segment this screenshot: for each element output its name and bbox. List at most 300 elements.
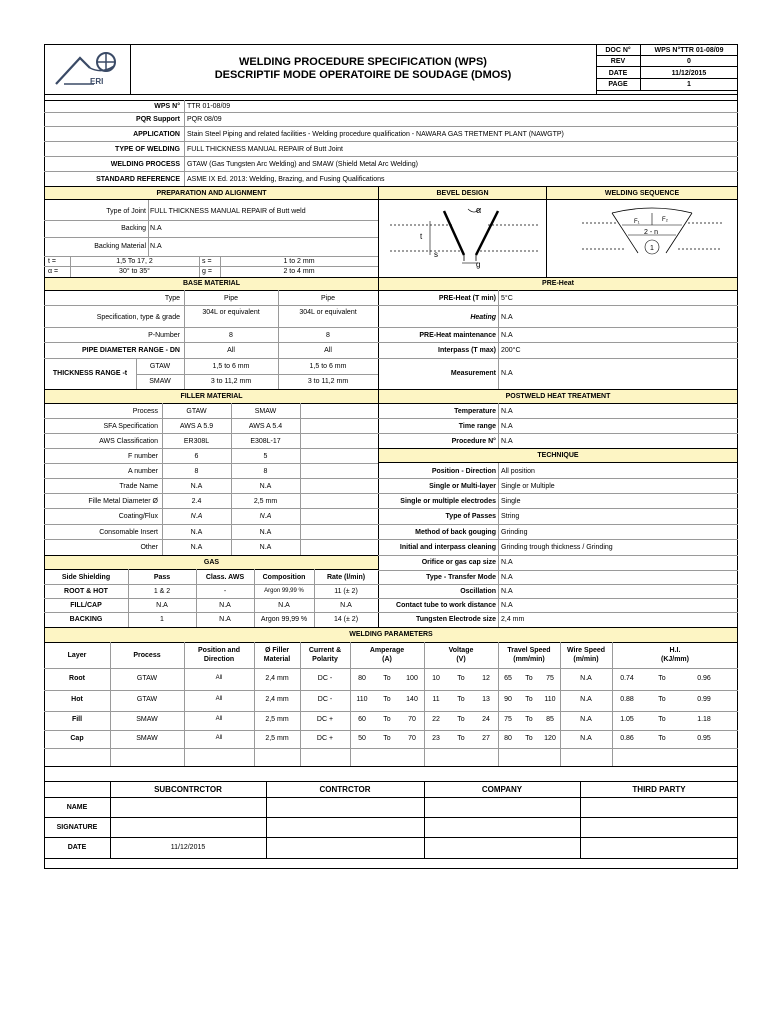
divider — [596, 90, 738, 91]
tech-cleaning-value: Grinding trough thickness / Grinding — [501, 544, 613, 551]
rev-value: 0 — [687, 58, 691, 65]
application-label: APPLICATION — [133, 131, 180, 138]
base-type-label: Type — [164, 295, 180, 302]
param-current: DC - — [317, 675, 333, 682]
gas-cell: Argon 99,99 % — [260, 616, 308, 623]
measurement-value: N.A — [501, 370, 513, 377]
divider — [44, 690, 738, 691]
gas-cell: N.A — [219, 616, 231, 623]
tech-electrode-value: Single — [501, 498, 521, 505]
preheat-tmin-label: PRE-Heat (T min) — [438, 295, 496, 302]
param-to-label: To — [525, 675, 533, 682]
sig-header-company: COMPANY — [481, 785, 523, 794]
gas-cell: FILL/CAP — [70, 602, 102, 609]
pqr-label: PQR Support — [136, 116, 180, 123]
filler-fnumber-2: 5 — [263, 453, 268, 460]
filler-coating-2: N.A — [259, 513, 272, 520]
svg-text:2 - n: 2 - n — [644, 229, 659, 236]
param-process: GTAW — [136, 675, 158, 682]
base-diameter-1: All — [227, 347, 235, 354]
divider — [44, 126, 738, 127]
filler-aws-2: E308L-17 — [250, 438, 281, 445]
tech-oscillation-label: Oscillation — [460, 588, 496, 595]
base-type-2: Pipe — [320, 295, 335, 302]
filler-anumber-label: A number — [128, 468, 158, 475]
gas-section-title: GAS — [203, 559, 220, 566]
filler-insert-2: N.A — [259, 529, 272, 536]
filler-insert-label: Consomable Insert — [99, 529, 158, 536]
param-to-label: To — [525, 696, 533, 703]
filler-coating-1: N.A — [190, 513, 203, 520]
param-wire: N.A — [580, 735, 592, 742]
param-ts-min: 80 — [504, 735, 512, 742]
base-pnumber-label: P-Number — [148, 332, 180, 339]
param-position: All — [215, 675, 223, 681]
param-process: GTAW — [136, 696, 158, 703]
tech-passes-label: Type of Passes — [445, 513, 496, 520]
divider — [498, 403, 499, 627]
param-to-label: To — [658, 696, 666, 703]
wps-label: WPS N° — [154, 103, 180, 110]
divider — [44, 766, 738, 767]
param-hi-min: 0.88 — [620, 696, 634, 703]
param-position: All — [215, 735, 223, 741]
param-ts-min: 90 — [504, 696, 512, 703]
divider — [44, 598, 378, 599]
pwht-time-value: N.A — [501, 423, 513, 430]
tech-oscillation-value: N.A — [501, 588, 513, 595]
welding-process-value: GTAW (Gas Tungsten Arc Welding) and SMAW (Shield Metal Arc Welding) — [187, 161, 418, 168]
divider — [136, 374, 378, 375]
gas-cell: 1 & 2 — [153, 588, 171, 595]
divider — [44, 100, 738, 101]
page-label: PAGE — [608, 81, 628, 88]
base-pnumber-1: 8 — [229, 332, 233, 339]
divider — [378, 524, 738, 525]
param-layer: Hot — [71, 696, 83, 703]
param-to-label: To — [457, 716, 465, 723]
param-to-label: To — [525, 735, 533, 742]
divider — [378, 555, 738, 556]
params-header-filler: Ø Filler Material — [263, 647, 291, 663]
divider — [44, 220, 378, 221]
welding-sequence-drawing — [576, 203, 726, 273]
param-amp-max: 100 — [406, 675, 418, 682]
pwht-procedure-label: Procedure N° — [451, 438, 496, 445]
filler-fnumber-1: 6 — [194, 453, 199, 460]
param-amp-min: 50 — [358, 735, 366, 742]
filler-anumber-2: 8 — [263, 468, 268, 475]
param-volt-max: 13 — [482, 696, 490, 703]
standard-reference-label: STANDARD REFERENCE — [96, 176, 180, 183]
filler-trade-1: N.A — [190, 483, 203, 490]
filler-section-title: FILLER MATERIAL — [180, 393, 243, 400]
alpha-value: 30° to 35° — [119, 268, 150, 275]
param-amp-min: 110 — [356, 696, 368, 703]
param-position: All — [215, 696, 223, 702]
divider — [44, 141, 738, 142]
param-volt-min: 10 — [432, 675, 440, 682]
divider — [378, 342, 738, 343]
gas-cell: 1 — [160, 616, 164, 623]
base-type-1: Pipe — [223, 295, 238, 302]
filler-diameter-label: Fille Metal Diameter Ø — [88, 498, 158, 505]
bevel-design-drawing — [386, 203, 542, 273]
filler-trade-2: N.A — [259, 483, 272, 490]
param-process: SMAW — [136, 716, 158, 723]
param-layer: Root — [69, 675, 85, 682]
svg-text:t: t — [420, 232, 423, 241]
filler-fnumber-label: F number — [128, 453, 158, 460]
divider — [44, 711, 738, 712]
param-filler: 2,4 mm — [265, 675, 289, 682]
filler-aws-label: AWS Classification — [99, 438, 158, 445]
divider — [44, 642, 738, 643]
divider — [184, 100, 185, 186]
param-to-label: To — [383, 675, 391, 682]
base-thickness-label: THICKNESS RANGE -t — [52, 370, 128, 377]
bevel-section-title: BEVEL DESIGN — [436, 190, 489, 197]
tech-orifice-label: Orifice or gas cap size — [421, 559, 496, 566]
filler-process-label: Process — [132, 408, 158, 415]
param-volt-min: 22 — [432, 716, 440, 723]
divider — [378, 584, 738, 585]
tech-transfer-value: N.A — [501, 574, 513, 581]
divider — [44, 305, 378, 306]
filler-process-2: SMAW — [254, 408, 277, 415]
param-to-label: To — [658, 716, 666, 723]
gas-cell: - — [223, 588, 227, 595]
divider — [199, 256, 200, 277]
gas-cell: N.A — [156, 602, 168, 609]
divider — [378, 539, 738, 540]
title-line-1: WELDING PROCEDURE SPECIFICATION (WPS) — [239, 56, 487, 68]
param-ts-max: 75 — [546, 675, 554, 682]
tech-tungsten-value: 2,4 mm — [501, 616, 525, 623]
filler-other-2: N.A — [259, 544, 272, 551]
filler-diameter-1: 2.4 — [191, 498, 202, 505]
standard-reference-value: ASME IX Ed. 2013: Welding, Brazing, and Fusing Qualifications — [187, 176, 385, 183]
param-to-label: To — [383, 716, 391, 723]
sequence-section-title: WELDING SEQUENCE — [604, 190, 680, 197]
t-label: t = — [48, 258, 56, 265]
param-volt-max: 27 — [482, 735, 490, 742]
sig-signature-label: SIGNATURE — [56, 824, 98, 831]
divider — [378, 478, 738, 479]
param-current: DC + — [316, 716, 334, 723]
gas-cell: ROOT & HOT — [64, 588, 108, 595]
params-header-amperage: Amperage (A) — [369, 647, 405, 663]
filler-sfa-1: AWS A 5.9 — [179, 423, 214, 430]
tech-gouging-value: Grinding — [501, 529, 528, 536]
joint-label: Type of Joint — [106, 208, 146, 215]
gas-cell: 11 (± 2) — [334, 588, 358, 595]
pwht-temp-label: Temperature — [454, 408, 496, 415]
base-spec-2: 304L or equivalent — [299, 309, 357, 316]
base-gtaw-1: 1,5 to 6 mm — [212, 363, 250, 370]
gas-cell: BACKING — [69, 616, 103, 623]
divider — [44, 730, 738, 731]
tech-layer-label: Single or Multi-layer — [429, 483, 496, 490]
param-layer: Cap — [70, 735, 84, 742]
filler-other-1: N.A — [190, 544, 203, 551]
params-header-travel-speed: Travel Speed (mm/min) — [507, 647, 551, 663]
technique-section-title: TECHNIQUE — [537, 452, 579, 459]
param-hi-min: 0.86 — [620, 735, 634, 742]
base-spec-label: Specification, type & grade — [96, 314, 180, 321]
param-wire: N.A — [580, 675, 592, 682]
sig-header-subcontractor: SUBCONTRCTOR — [154, 785, 222, 794]
base-gtaw-label: GTAW — [149, 363, 171, 370]
divider — [44, 584, 378, 585]
wps-value: TTR 01-08/09 — [187, 103, 231, 110]
divider — [44, 327, 378, 328]
divider — [110, 642, 111, 766]
sig-date-label: DATE — [67, 844, 87, 851]
gas-header-composition: Composition — [262, 574, 306, 581]
tech-gouging-label: Method of back gouging — [415, 529, 496, 536]
doc-value: WPS N°TTR 01-08/09 — [654, 47, 724, 54]
tech-contact-value: N.A — [501, 602, 513, 609]
preheat-heating-label: Heating — [470, 314, 496, 321]
divider — [44, 668, 738, 669]
divider — [378, 327, 738, 328]
type-of-welding-label: TYPE OF WELDING — [115, 146, 180, 153]
param-hi-max: 1.18 — [697, 716, 711, 723]
param-volt-max: 24 — [482, 716, 490, 723]
interpass-label: Interpass (T max) — [438, 347, 496, 354]
divider — [44, 237, 378, 238]
svg-text:α: α — [476, 205, 482, 215]
prep-section-title: PREPARATION AND ALIGNMENT — [156, 190, 267, 197]
backing-material-value: N.A — [150, 243, 162, 250]
application-value: Stain Steel Piping and related facilities - Welding procedure qualification - NAWARA GAS TRETMENT PLANT (NAWGTP) — [187, 131, 564, 138]
param-amp-max: 70 — [408, 735, 416, 742]
preheat-tmin-value: 5°C — [501, 295, 513, 302]
divider — [44, 171, 738, 172]
divider — [44, 290, 738, 291]
tech-position-value: All position — [501, 468, 535, 475]
divider — [44, 524, 378, 525]
joint-value: FULL THICKNESS MANUAL REPAIR of Butt weld — [150, 208, 306, 215]
param-to-label: To — [525, 716, 533, 723]
divider — [44, 748, 738, 749]
sig-header-third-party: THIRD PARTY — [632, 785, 686, 794]
date-value: 11/12/2015 — [671, 70, 707, 77]
tech-layer-value: Single or Multiple — [501, 483, 555, 490]
tech-tungsten-label: Tungsten Electrode size — [416, 616, 496, 623]
param-hi-max: 0.96 — [697, 675, 711, 682]
divider — [44, 539, 378, 540]
param-ts-min: 65 — [504, 675, 512, 682]
gas-cell: N.A — [219, 602, 231, 609]
param-volt-min: 11 — [432, 696, 440, 703]
divider — [300, 403, 301, 555]
gas-header-class: Class. AWS — [205, 574, 245, 581]
divider — [44, 448, 378, 449]
divider — [44, 508, 378, 509]
welding-process-label: WELDING PROCESS — [110, 161, 180, 168]
gas-header-pass: Pass — [153, 574, 171, 581]
param-ts-max: 120 — [544, 735, 556, 742]
filler-diameter-2: 2,5 mm — [253, 498, 278, 505]
preheat-maintenance-label: PRE-Heat maintenance — [419, 332, 496, 339]
param-amp-max: 70 — [408, 716, 416, 723]
gas-cell: Argon 99,99 % — [264, 588, 304, 594]
gas-header-rate: Rate (l/min) — [326, 574, 366, 581]
tech-orifice-value: N.A — [501, 559, 513, 566]
svg-text:F₁: F₁ — [634, 219, 640, 225]
param-filler: 2,5 mm — [265, 716, 289, 723]
preheat-section-title: PRE-Heat — [542, 280, 574, 287]
gas-cell: 14 (± 2) — [333, 616, 359, 623]
param-to-label: To — [658, 675, 666, 682]
divider — [44, 797, 738, 798]
divider — [44, 493, 378, 494]
param-process: SMAW — [136, 735, 158, 742]
divider — [378, 612, 738, 613]
divider — [44, 342, 378, 343]
base-pnumber-2: 8 — [326, 332, 330, 339]
divider — [378, 570, 738, 571]
param-wire: N.A — [580, 696, 592, 703]
param-position: All — [215, 716, 223, 722]
divider — [44, 418, 378, 419]
filler-insert-1: N.A — [190, 529, 203, 536]
sig-name-label: NAME — [66, 804, 88, 811]
divider — [378, 598, 738, 599]
divider — [378, 358, 738, 359]
pqr-value: PQR 08/09 — [187, 116, 222, 123]
gas-cell: N.A — [278, 602, 290, 609]
divider — [596, 66, 738, 67]
tech-electrode-label: Single or multiple electrodes — [400, 498, 496, 505]
g-label: g = — [202, 268, 212, 275]
svg-text:F₂: F₂ — [662, 217, 668, 223]
backing-material-label: Backing Material — [94, 243, 146, 250]
interpass-value: 200°C — [501, 347, 521, 354]
param-hi-max: 0.95 — [697, 735, 711, 742]
param-filler: 2,5 mm — [265, 735, 289, 742]
params-section-title: WELDING PARAMETERS — [349, 631, 433, 638]
filler-trade-label: Trade Name — [119, 483, 158, 490]
tech-cleaning-label: Initial and interpass cleaning — [399, 544, 496, 551]
param-current: DC - — [317, 696, 333, 703]
filler-sfa-label: SFA Specification — [103, 423, 158, 430]
divider — [44, 112, 738, 113]
page-value: 1 — [687, 81, 691, 88]
param-volt-min: 23 — [432, 735, 440, 742]
params-header-process: Process — [133, 652, 161, 659]
preheat-heating-value: N.A — [501, 314, 513, 321]
param-amp-min: 60 — [358, 716, 366, 723]
divider — [596, 78, 738, 79]
svg-text:g: g — [476, 260, 481, 269]
filler-aws-1: ER308L — [183, 438, 210, 445]
params-header-current: Current & Polarity — [308, 647, 342, 663]
s-value: 1 to 2 mm — [283, 258, 315, 265]
param-to-label: To — [383, 696, 391, 703]
param-amp-max: 140 — [406, 696, 418, 703]
base-smaw-1: 3 to 11,2 mm — [210, 378, 252, 385]
params-header-voltage: Voltage (V) — [448, 647, 474, 663]
filler-process-1: GTAW — [186, 408, 207, 415]
pwht-time-label: Time range — [458, 423, 496, 430]
gas-header-shielding: Side Shielding — [61, 574, 111, 581]
base-diameter-label: PIPE DIAMETER RANGE - DN — [81, 347, 180, 354]
filler-other-label: Other — [140, 544, 158, 551]
divider — [44, 478, 378, 479]
base-section-title: BASE MATERIAL — [182, 280, 241, 287]
divider — [378, 508, 738, 509]
svg-text:1: 1 — [650, 245, 654, 252]
params-header-heat-input: H.I. (KJ/mm) — [660, 647, 689, 663]
divider — [378, 418, 738, 419]
divider — [44, 156, 738, 157]
divider — [596, 55, 738, 56]
type-of-welding-value: FULL THICKNESS MANUAL REPAIR of Butt Joint — [187, 146, 343, 153]
param-to-label: To — [658, 735, 666, 742]
sig-date-value: 11/12/2015 — [170, 844, 206, 851]
param-wire: N.A — [580, 716, 592, 723]
param-to-label: To — [383, 735, 391, 742]
param-current: DC + — [316, 735, 334, 742]
base-spec-1: 304L or equivalent — [202, 309, 260, 316]
t-value: 1,5 To 17, 2 — [116, 258, 153, 265]
divider — [44, 403, 738, 404]
divider — [148, 200, 149, 256]
logo-text: ERI — [90, 77, 104, 86]
divider — [44, 94, 738, 95]
param-ts-min: 75 — [504, 716, 512, 723]
sig-header-contractor: CONTRCTOR — [319, 785, 371, 794]
base-smaw-2: 3 to 11,2 mm — [307, 378, 349, 385]
param-to-label: To — [457, 696, 465, 703]
gas-cell: N.A — [340, 602, 352, 609]
alpha-label: α = — [48, 268, 59, 275]
g-value: 2 to 4 mm — [283, 268, 315, 275]
filler-sfa-2: AWS A 5.4 — [248, 423, 283, 430]
tech-position-label: Position - Direction — [431, 468, 496, 475]
title-line-2: DESCRIPTIF MODE OPERATOIRE DE SOUDAGE (DMOS) — [214, 69, 512, 81]
params-header-wire-speed: Wire Speed (m/min) — [566, 647, 606, 663]
filler-anumber-1: 8 — [194, 468, 199, 475]
eri-logo — [50, 48, 126, 90]
backing-value: N.A — [150, 225, 162, 232]
divider — [378, 305, 738, 306]
params-header-layer: Layer — [67, 652, 87, 659]
divider — [44, 837, 738, 838]
param-ts-max: 85 — [546, 716, 554, 723]
param-volt-max: 12 — [482, 675, 490, 682]
divider — [378, 462, 738, 463]
param-hi-min: 0.74 — [620, 675, 634, 682]
divider — [44, 358, 378, 359]
divider — [378, 493, 738, 494]
backing-label: Backing — [121, 225, 146, 232]
param-hi-min: 1.05 — [620, 716, 634, 723]
divider — [44, 817, 738, 818]
preheat-maintenance-value: N.A — [501, 332, 513, 339]
param-filler: 2,4 mm — [265, 696, 289, 703]
param-ts-max: 110 — [544, 696, 556, 703]
tech-transfer-label: Type - Transfer Mode — [426, 574, 496, 581]
filler-coating-label: Coating/Flux — [118, 513, 158, 520]
pwht-section-title: POSTWELD HEAT TREATMENT — [505, 393, 611, 400]
tech-contact-label: Contact tube to work distance — [396, 602, 496, 609]
divider — [44, 433, 378, 434]
divider — [378, 186, 379, 277]
